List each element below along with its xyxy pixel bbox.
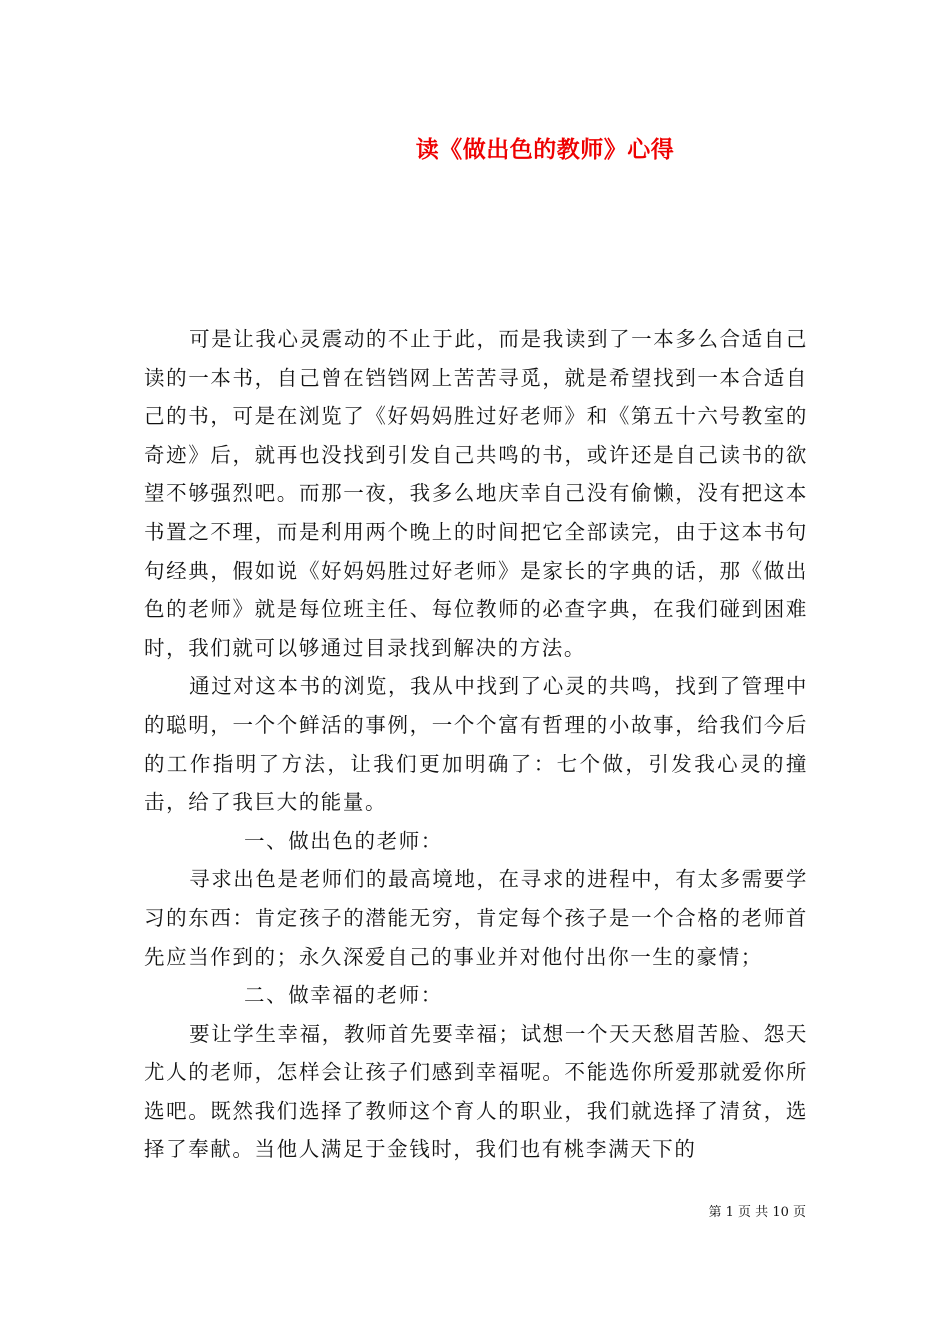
section-heading-2: 二、做幸福的老师： bbox=[244, 983, 443, 1008]
section-text-2: 要让学生幸福，教师首先要幸福；试想一个天天愁眉苦脸、怨天尤人的老师，怎样会让孩子们感到幸福呢。不能选你所爱那就爱你所选吧。既然我们选择了教师这个育人的职业，我们就选择了清贫，选择了奉献。当他人满足于金钱时，我们也有桃李满天下的 bbox=[144, 1021, 808, 1162]
body-paragraph-2: 通过对这本书的浏览，我从中找到了心灵的共鸣，找到了管理中的聪明，一个个鲜活的事例，一个个富有哲理的小故事，给我们今后的工作指明了方法，让我们更加明确了：七个做，引发我心灵的撞击，给了我巨大的能量。 bbox=[144, 674, 808, 815]
document-title: 读《做出色的教师》心得 bbox=[415, 136, 675, 163]
body-paragraph-1: 可是让我心灵震动的不止于此，而是我读到了一本多么合适自己读的一本书，自己曾在铛铛网上苦苦寻觅，就是希望找到一本合适自己的书，可是在浏览了《好妈妈胜过好老师》和《第五十六号教室的奇迹》后，就再也没找到引发自己共鸣的书，或许还是自己读书的欲望不够强烈吧。而那一夜，我多么地庆幸自己没有偷懒，没有把这本书置之不理，而是利用两个晚上的时间把它全部读完，由于这本书句句经典，假如说《好妈妈胜过好老师》是家长的字典的话，那《做出色的老师》就是每位班主任、每位教师的必查字典，在我们碰到困难时，我们就可以够通过目录找到解决的方法。 bbox=[144, 327, 808, 660]
section-heading-1: 一、做出色的老师： bbox=[244, 828, 443, 853]
page-number: 第 1 页 共 10 页 bbox=[708, 1205, 806, 1220]
document-body bbox=[144, 320, 808, 1169]
section-text-1: 寻求出色是老师们的最高境地，在寻求的进程中，有太多需要学习的东西：肯定孩子的潜能无穷，肯定每个孩子是一个合格的老师首先应当作到的；永久深爱自己的事业并对他付出你一生的豪情； bbox=[144, 867, 808, 969]
